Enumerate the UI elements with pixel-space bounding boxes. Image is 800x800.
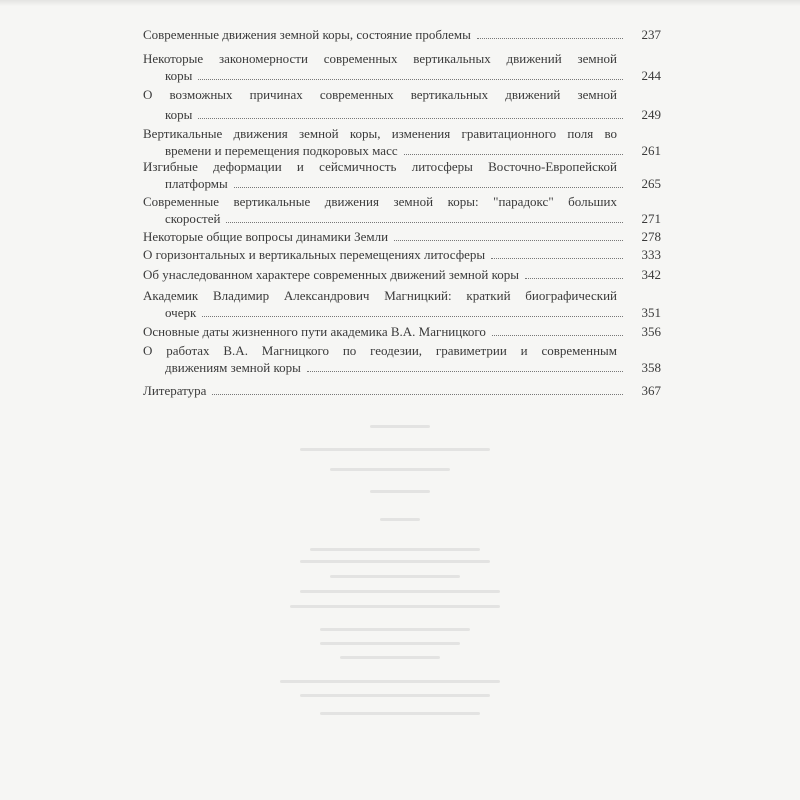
toc-entry-title: О работах В.А. Магницкого по геодезии, гравиметрии и современным	[143, 343, 617, 358]
toc-entry[interactable]	[143, 266, 661, 283]
dot-leader	[477, 38, 623, 39]
bleed-through-line	[280, 680, 500, 683]
bleed-through-line	[320, 642, 460, 645]
dot-leader	[492, 335, 623, 336]
bleed-through-line	[320, 628, 470, 631]
page-number: 278	[641, 229, 661, 244]
toc-entry[interactable]	[143, 86, 661, 123]
dot-leader	[525, 278, 623, 279]
toc-entry-title: Некоторые закономерности современных вертикальных движений земной	[143, 51, 617, 66]
page-number: 333	[641, 247, 661, 262]
page-number: 356	[641, 324, 661, 339]
page-number: 244	[641, 68, 661, 83]
bleed-through-line	[370, 490, 430, 493]
page-number: 237	[641, 27, 661, 42]
bleed-through-line	[300, 694, 490, 697]
page-number: 249	[641, 107, 661, 122]
dot-leader	[226, 222, 623, 223]
toc-entry[interactable]	[143, 382, 661, 399]
bleed-through-line	[300, 448, 490, 451]
toc-entry-title-cont: коры	[165, 68, 193, 83]
dot-leader	[198, 79, 623, 80]
toc-entry-title: Современные вертикальные движения земной коры: "парадокс" больших	[143, 194, 617, 209]
toc-entry[interactable]	[143, 50, 661, 84]
bleed-through-line	[380, 518, 420, 521]
bleed-through-line	[340, 656, 440, 659]
page-number: 351	[641, 305, 661, 320]
toc-entry-title: Литература	[143, 383, 207, 398]
toc-entry-title-cont: движениям земной коры	[165, 360, 301, 375]
toc-entry[interactable]	[143, 193, 661, 227]
page-number: 367	[641, 383, 661, 398]
dot-leader	[307, 371, 623, 372]
page-number: 265	[641, 176, 661, 191]
bleed-through-line	[290, 605, 500, 608]
toc-entry[interactable]	[143, 26, 661, 43]
toc-entry-title-cont: скоростей	[165, 211, 221, 226]
bleed-through-line	[330, 468, 450, 471]
toc-entry-title: Некоторые общие вопросы динамики Земли	[143, 229, 389, 244]
dot-leader	[491, 258, 623, 259]
toc-entry[interactable]	[143, 287, 661, 321]
page-number: 342	[641, 267, 661, 282]
dot-leader	[404, 154, 623, 155]
toc-entry-title-cont: платформы	[165, 176, 228, 191]
bleed-through-line	[370, 425, 430, 428]
bleed-through-line	[320, 712, 480, 715]
toc-entry-title: Академик Владимир Александрович Магницкий: краткий биографический	[143, 288, 617, 303]
bleed-through-line	[300, 560, 490, 563]
toc-entry-title: Современные движения земной коры, состояние проблемы	[143, 27, 471, 42]
toc-entry[interactable]	[143, 246, 661, 263]
toc-entry[interactable]	[143, 228, 661, 245]
dot-leader	[212, 394, 623, 395]
toc-entry[interactable]	[143, 158, 661, 192]
toc-entry[interactable]	[143, 323, 661, 340]
toc-entry-title: Об унаследованном характере современных движений земной коры	[143, 267, 519, 282]
toc-entry-title: О горизонтальных и вертикальных перемещениях литосферы	[143, 247, 486, 262]
toc-entry-title-cont: времени и перемещения подкоровых масс	[165, 143, 398, 158]
toc-entry-title: Изгибные деформации и сейсмичность литосферы Восточно-Европейской	[143, 159, 617, 174]
bleed-through-line	[300, 590, 500, 593]
bleed-through-line	[310, 548, 480, 551]
bleed-through-line	[330, 575, 460, 578]
toc-entry-title: Основные даты жизненного пути академика В.А. Магницкого	[143, 324, 486, 339]
dot-leader	[198, 118, 623, 119]
dot-leader	[234, 187, 623, 188]
toc-entry-title: О возможных причинах современных вертикальных движений земной	[143, 87, 617, 102]
page-number: 358	[641, 360, 661, 375]
dot-leader	[202, 316, 623, 317]
page-number: 271	[641, 211, 661, 226]
dot-leader	[394, 240, 623, 241]
page-top-edge	[0, 0, 800, 6]
page-number: 261	[641, 143, 661, 158]
toc-entry-title: Вертикальные движения земной коры, изменения гравитационного поля во	[143, 126, 617, 141]
toc-entry-title-cont: очерк	[165, 305, 197, 320]
toc-entry[interactable]	[143, 342, 661, 376]
toc-entry-title-cont: коры	[165, 107, 193, 122]
toc-entry[interactable]	[143, 125, 661, 159]
